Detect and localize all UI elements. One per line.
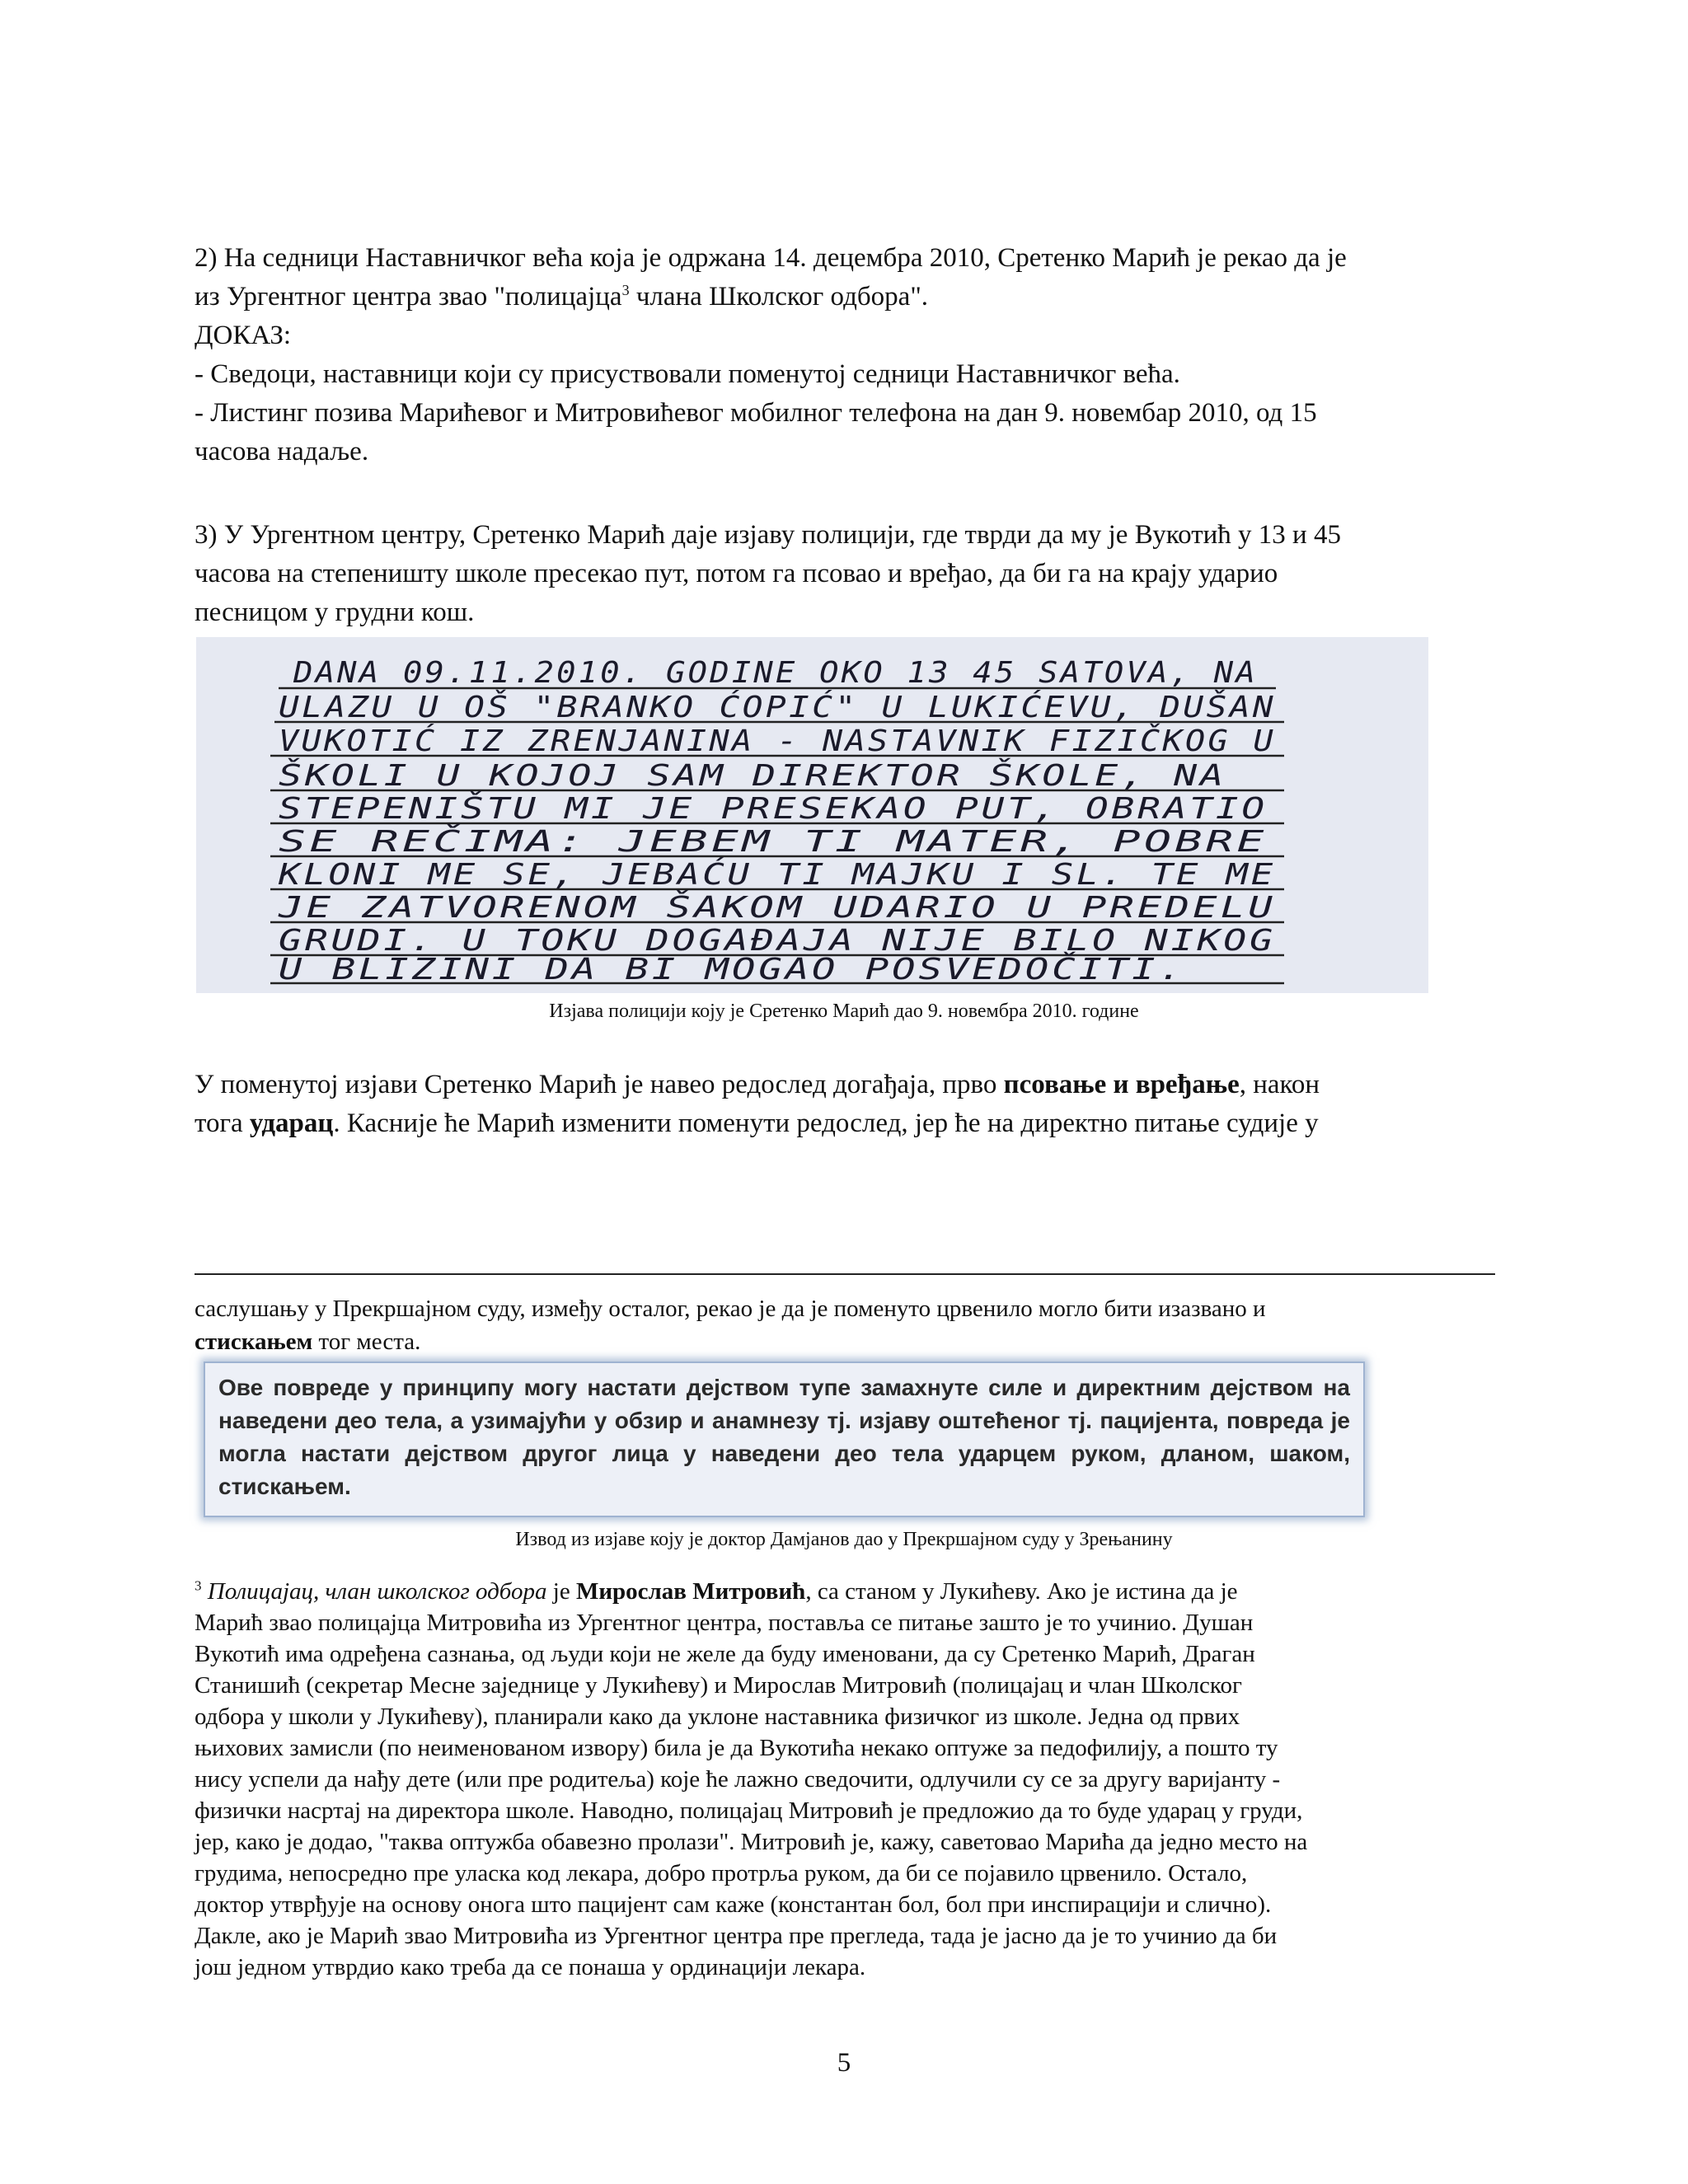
proof-item-witnesses: - Сведоци, наставници који су присуствовали поменутој седници Наставничког већа.: [195, 359, 1180, 389]
footnote-line-7: нису успели да нађу дете (или пре родитеља) које ће лажно сведочити, одлучили су се за другу варијанту -: [195, 1766, 1281, 1793]
continued-line1: саслушању у Прекршајном суду, између осталог, рекао је да је поменуто црвенило могло бити изазвано и: [195, 1296, 1266, 1322]
note-line-4: ŠKOLI U KOJOJ SAM DIREKTOR ŠKOLE, NA: [279, 759, 1011, 793]
footnote-connector: је: [546, 1578, 576, 1605]
sequence-line1-end: , након: [1239, 1070, 1320, 1099]
proof-item-phone-listing-cont: часова надаље.: [195, 437, 369, 466]
page-number: 5: [837, 2048, 851, 2078]
section3-line3: песницом у грудни кош.: [195, 598, 475, 627]
note-line-5: STEPENIŠTU MI JE PRESEKAO PUT, OBRATIO: [279, 792, 1052, 826]
section3-paragraph: [195, 516, 1497, 632]
sequence-line2-bold: ударац: [249, 1108, 334, 1138]
footnote-line-12: Дакле, ако је Марић звао Митровића из Ургентног центра пре прегледа, тада је јасно да је то учинио да би: [195, 1923, 1278, 1949]
footnote-line-5: одбора у школи у Лукићеву), планирали како да уклоне наставника физичког из школе. Једна од првих: [195, 1704, 1240, 1730]
section2-line2-end: члана Школског одбора".: [629, 282, 929, 312]
footnote-line-2: Марић звао полицајца Митровића из Ургентног центра, поставља се питање зашто је то учинио. Душан: [195, 1610, 1254, 1636]
continued-paragraph: [195, 1292, 1497, 1358]
footnote-bold-name: Мирослав Митровић: [575, 1578, 806, 1605]
handwritten-statement-image: [196, 637, 1428, 993]
statement-caption: Изјава полицији коју је Сретенко Марић дао 9. новембра 2010. године: [549, 1001, 1139, 1022]
note-line-7: KLONI ME SE, JEBAĆU TI MAJKU I SL. TE ME: [279, 858, 1092, 892]
continued-line2-end: тог места.: [312, 1329, 421, 1355]
footnote-line-10: грудима, непосредно пре уласка код лекара, добро протрља руком, да би се појавило црвенило. Остало,: [195, 1860, 1248, 1886]
note-line-8: JE ZATVORENOM ŠAKOM UDARIO U PREDELU: [279, 891, 1011, 925]
proof-heading: ДОКАЗ:: [195, 321, 292, 350]
doctor-excerpt-image: [204, 1361, 1365, 1517]
excerpt-caption: Извод из изјаве коју је доктор Дамјанов дао у Прекршајном суду у Зрењанину: [515, 1529, 1173, 1550]
footnote-line-13: још једном утврдио како треба да се понаша у ординацији лекара.: [195, 1954, 866, 1980]
footnote-reference[interactable]: 3: [621, 282, 630, 298]
footnote-3: [195, 1576, 1497, 1983]
footnote-line-8: физички насртај на директора школе. Наводно, полицајац Митровић је предложио да то буде ударац у груди,: [195, 1797, 1303, 1824]
sequence-line2-start: тога: [195, 1108, 250, 1138]
footnote-separator: [195, 1273, 1495, 1275]
sequence-line1-bold: псовање и вређање: [1003, 1070, 1240, 1099]
sequence-line2-end: . Касније ће Марић изменити поменути редослед, јер ће на директно питање судије у: [333, 1108, 1319, 1138]
section3-line1: 3) У Ургентном центру, Сретенко Марић даје изјаву полицији, где тврди да му је Вукотић у 13 и 45: [195, 520, 1341, 550]
footnote-line-3: Вукотић има одређена сазнања, од људи који не желе да буду именовани, да су Сретенко Марић, Драган: [195, 1641, 1255, 1667]
note-line-2: ULAZU U OŠ "BRANKO ĆOPIĆ" U LUKIĆEVU, DUŠAN: [279, 691, 1153, 724]
footnote-line-9: јер, како је додао, "таква оптужба обавезно пролази". Митровић је, кажу, саветовао Марића да једно место на: [195, 1829, 1308, 1855]
doctor-excerpt-text: Ове повреде у принципу могу настати дејством тупе замахнуте силе и директним дејством на наведени део тела, а узимајући у обзир и анамнезу тј. изјаву оштећеног тј. пацијента, повреда је могла настати дејством другог лица у наведени део тела ударцем руком, дланом, шаком, стискањем.: [218, 1375, 1350, 1499]
footnote-line-11: доктор утврђује на основу онога што пацијент сам каже (константан бол, бол при инспирацији и слично).: [195, 1891, 1272, 1918]
section2-line2-start: из Ургентног центра звао "полицајца: [195, 282, 622, 312]
section3-line2: часова на степеништу школе пресекао пут, потом га псовао и вређао, да би га на крају ударио: [195, 559, 1278, 588]
handwritten-statement-svg: [196, 637, 1428, 993]
sequence-line1-start: У поменутој изјави Сретенко Марић је навео редослед догађаја, прво: [195, 1070, 1004, 1099]
note-line-1: DANA 09.11.2010. GODINE OKO 13 45 SATOVA, NA: [292, 656, 1258, 690]
footnote-marker: 3: [195, 1577, 202, 1594]
note-line-10: U BLIZINI DA BI MOGAO POSVEDOČITI.: [279, 953, 970, 987]
section2-paragraph: [195, 239, 1497, 471]
footnote-line1-rest: , са станом у Лукићеву. Ако је истина да је: [805, 1578, 1238, 1605]
footnote-line-6: њихових замисли (по неименованом извору) била је да Вукотића некако оптуже за педофилију, а пошто ту: [195, 1735, 1278, 1761]
sequence-paragraph: [195, 1066, 1497, 1143]
note-line-3: VUKOTIĆ IZ ZRENJANINA - NASTAVNIK FIZIČKOG U: [279, 724, 1174, 758]
footnote-italic-term: Полицајац, члан школског одбора: [207, 1578, 547, 1605]
continued-line2-bold: стискањем: [195, 1329, 313, 1355]
proof-item-phone-listing: - Листинг позива Марићевог и Митровићевог мобилног телефона на дан 9. новембар 2010, од 15: [195, 398, 1317, 428]
note-line-6: SE REČIMA: JEBEM TI MATER, POBRE: [279, 825, 930, 859]
note-line-9: GRUDI. U TOKU DOGAĐAJA NIJE BILO NIKOG: [279, 924, 1276, 958]
footnote-line-4: Станишић (секретар Месне заједнице у Лукићеву) и Мирослав Митровић (полицајац и члан Школског: [195, 1672, 1242, 1699]
section2-line1: 2) На седници Наставничког већа која је одржана 14. децембра 2010, Сретенко Марић је рекао да је: [195, 243, 1347, 273]
